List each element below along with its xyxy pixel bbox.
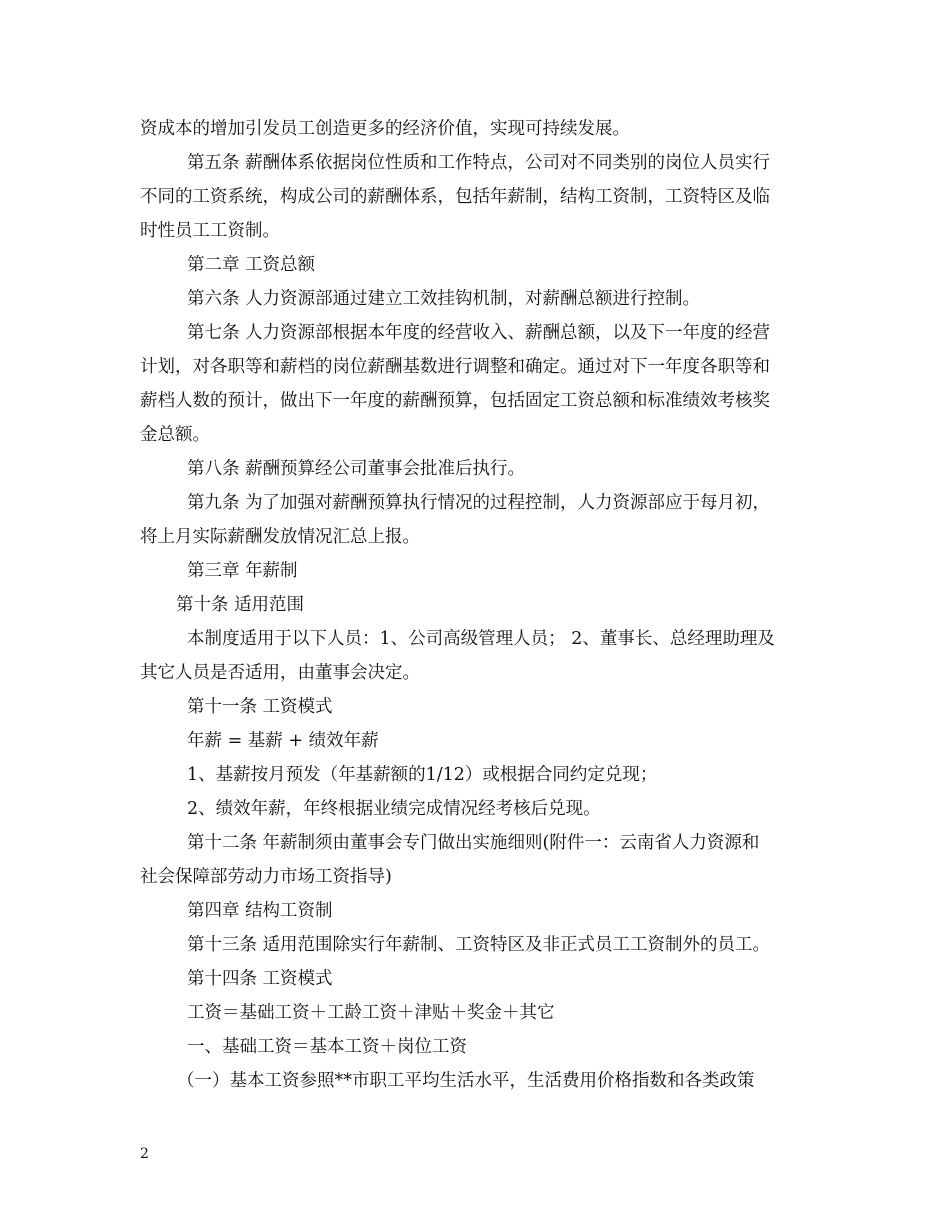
text-line: 第十四条 工资模式 xyxy=(187,969,333,989)
text-line: 第六条 人力资源部通过建立工效挂钩机制，对薪酬总额进行控制。 xyxy=(187,289,701,309)
text-line: 第十三条 适用范围除实行年薪制、工资特区及非正式员工工资制外的员工。 xyxy=(187,935,771,955)
text-line: 其它人员是否适用，由董事会决定。 xyxy=(140,663,420,683)
text-line: 时性员工工资制。 xyxy=(140,221,280,241)
text-line: 资成本的增加引发员工创造更多的经济价值，实现可持续发展。 xyxy=(140,119,630,139)
page-number: 2 xyxy=(140,1146,149,1162)
text-line: 2、绩效年薪，年终根据业绩完成情况经考核后兑现。 xyxy=(187,799,601,819)
text-line: 金总额。 xyxy=(140,425,210,445)
text-line: 一、基础工资＝基本工资＋岗位工资 xyxy=(187,1037,467,1057)
text-line: 第三章 年薪制 xyxy=(187,561,298,581)
text-line: （一）基本工资参照**市职工平均生活水平，生活费用价格指数和各类政策 xyxy=(177,1071,755,1091)
text-line: 第九条 为了加强对薪酬预算执行情况的过程控制，人力资源部应于每月初， xyxy=(187,493,771,513)
text-line: 社会保障部劳动力市场工资指导) xyxy=(140,867,392,887)
text-line: 工资＝基础工资＋工龄工资＋津贴＋奖金＋其它 xyxy=(187,1003,555,1023)
text-line: 将上月实际薪酬发放情况汇总上报。 xyxy=(140,527,420,547)
text-line: 第八条 薪酬预算经公司董事会批准后执行。 xyxy=(187,459,526,479)
text-line: 不同的工资系统，构成公司的薪酬体系，包括年薪制，结构工资制，工资特区及临 xyxy=(140,187,770,207)
text-line: 本制度适用于以下人员：1、公司高级管理人员； 2、董事长、总经理助理及 xyxy=(187,629,775,649)
text-line: 第四章 结构工资制 xyxy=(187,901,333,921)
text-line: 第七条 人力资源部根据本年度的经营收入、薪酬总额，以及下一年度的经营 xyxy=(187,323,771,343)
text-line: 第十一条 工资模式 xyxy=(187,697,333,717)
text-line: 第二章 工资总额 xyxy=(187,255,316,275)
text-line: 1、基薪按月预发（年基薪额的1/12）或根据合同约定兑现； xyxy=(187,765,658,785)
text-line: 第十条 适用范围 xyxy=(176,595,305,615)
text-line: 薪档人数的预计，做出下一年度的薪酬预算，包括固定工资总额和标准绩效考核奖 xyxy=(140,391,770,411)
text-line: 年薪 = 基薪 + 绩效年薪 xyxy=(187,731,379,751)
text-line: 计划，对各职等和薪档的岗位薪酬基数进行调整和确定。通过对下一年度各职等和 xyxy=(140,357,770,377)
document-body xyxy=(140,112,820,1098)
text-line: 第十二条 年薪制须由董事会专门做出实施细则(附件一：云南省人力资源和 xyxy=(187,833,760,853)
text-line: 第五条 薪酬体系依据岗位性质和工作特点，公司对不同类别的岗位人员实行 xyxy=(187,153,771,173)
